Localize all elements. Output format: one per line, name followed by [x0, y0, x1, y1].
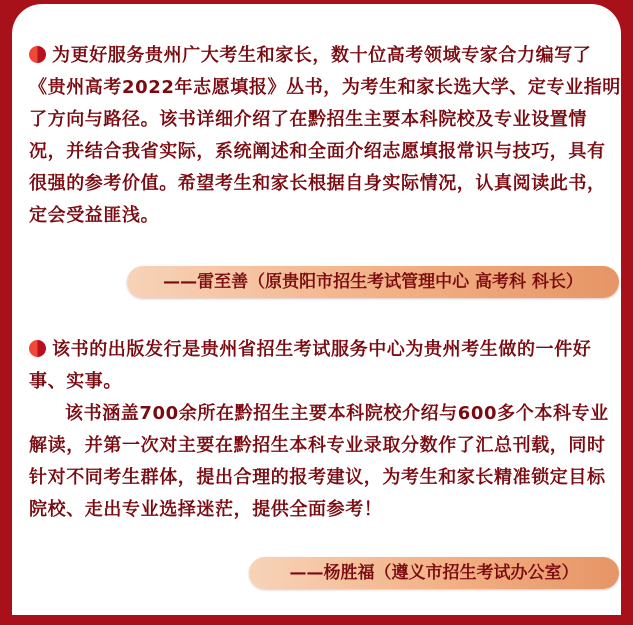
- section2-paragraph2: [29, 398, 621, 526]
- section2-text2: 该书涵盖700余所在黔招生主要本科院校介绍与600多个本科专业解读，并第一次对主要在黔招生本科专业录取分数作了汇总刊载，同时针对不同考生群体，提出合理的报考建议，为考生和家长精准锁定目标院校、走出专业选择迷茫，提供全面参考！: [29, 403, 609, 520]
- section2-text1: 该书的出版发行是贵州省招生考试服务中心为贵州考生做的一件好事、实事。: [29, 339, 592, 392]
- section2-attribution: ——杨胜福（遵义市招生考试办公室）: [249, 557, 619, 589]
- section2-paragraph1: [29, 334, 621, 398]
- content-card: [12, 4, 621, 615]
- section1-text: 为更好服务贵州广大考生和家长，数十位高考领域专家合力编写了《贵州高考2022年志愿填报》丛书，为考生和家长选大学、定专业指明了方向与路径。该书详细介绍了在黔招生主要本科院校及专业设置情况，并结合我省实际，系统阐述和全面介绍志愿填报常识与技巧，具有很强的参考价值。希望考生和家长根据自身实际情况，认真阅读此书，定会受益匪浅。: [29, 45, 621, 226]
- half-circle-bullet-icon: [29, 46, 46, 63]
- half-circle-bullet-icon: [29, 340, 46, 357]
- section1-paragraph: [29, 40, 621, 232]
- section1-attribution: ——雷至善（原贵阳市招生考试管理中心 高考科 科长）: [127, 266, 619, 298]
